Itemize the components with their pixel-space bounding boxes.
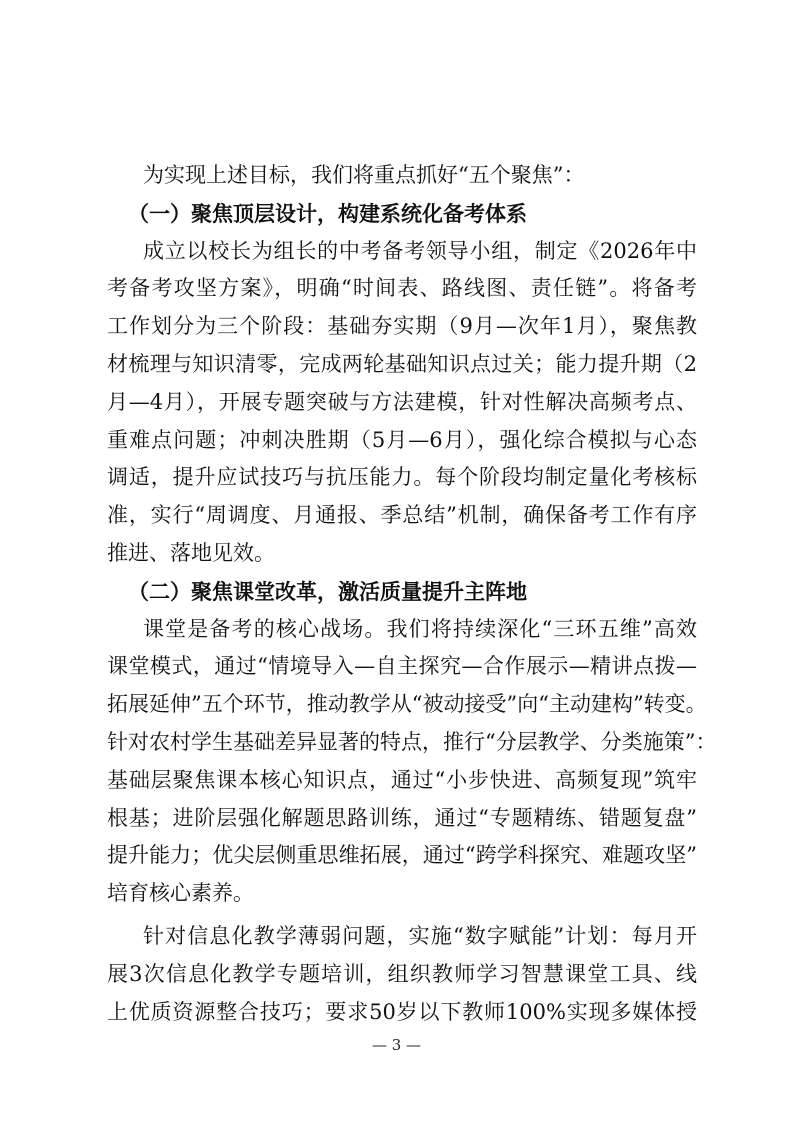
text-line: 培育核心素养。 [107, 881, 254, 906]
text-line: 上优质资源整合技巧；要求50岁以下教师100%实现多媒体授 [107, 999, 697, 1024]
text-line: 推进、落地见效。 [107, 540, 275, 565]
section-2-paragraph-2 [107, 918, 697, 1031]
text-line: 材梳理与知识清零，完成两轮基础知识点过关；能力提升期（2 [107, 351, 697, 376]
text-line: 针对农村学生基础差异显著的特点，推行“分层教学、分类施策”： [107, 729, 717, 754]
section-2-heading: （二）聚焦课堂改革，激活质量提升主阵地 [128, 578, 527, 604]
intro-paragraph: 为实现上述目标，我们将重点抓好“五个聚焦”： [143, 163, 585, 187]
page-number: — 3 — [371, 1036, 422, 1054]
text-line: 工作划分为三个阶段：基础夯实期（9月—次年1月），聚焦教 [107, 314, 697, 339]
section-1-heading: （一）聚焦顶层设计，构建系统化备考体系 [128, 200, 527, 226]
text-line: 提升能力；优尖层侧重思维拓展，通过“跨学科探究、难题攻坚” [107, 843, 697, 868]
text-line: 基础层聚焦课本核心知识点，通过“小步快进、高频复现”筑牢 [107, 767, 697, 792]
text-line: 展3次信息化教学专题培训，组织教师学习智慧课堂工具、线 [107, 961, 697, 986]
text-line: 重难点问题；冲刺决胜期（5月—6月），强化综合模拟与心态 [107, 427, 697, 452]
text-line: 根基；进阶层强化解题思路训练，通过“专题精练、错题复盘” [107, 805, 697, 830]
section-1-paragraph [107, 233, 697, 573]
text-line: 课堂模式，通过“情境导入—自主探究—合作展示—精讲点拨— [107, 654, 697, 679]
document-page [107, 157, 717, 1031]
text-line: 针对信息化教学薄弱问题，实施“数字赋能”计划：每月开 [143, 923, 697, 948]
text-line: 课堂是备考的核心战场。我们将持续深化“三环五维”高效 [143, 616, 697, 641]
text-line: 月—4月），开展专题突破与方法建模，针对性解决高频考点、 [107, 389, 697, 414]
text-line: 准，实行“周调度、月通报、季总结”机制，确保备考工作有序 [107, 503, 697, 528]
section-2-paragraph-1 [107, 611, 717, 913]
text-line: 成立以校长为组长的中考备考领导小组，制定《2026年中 [143, 238, 697, 263]
text-line: 拓展延伸”五个环节，推动教学从“被动接受”向“主动建构”转变。 [107, 692, 707, 717]
text-line: 考备考攻坚方案》，明确“时间表、路线图、责任链”。将备考 [107, 276, 697, 301]
text-line: 调适，提升应试技巧与抗压能力。每个阶段均制定量化考核标 [107, 465, 697, 490]
